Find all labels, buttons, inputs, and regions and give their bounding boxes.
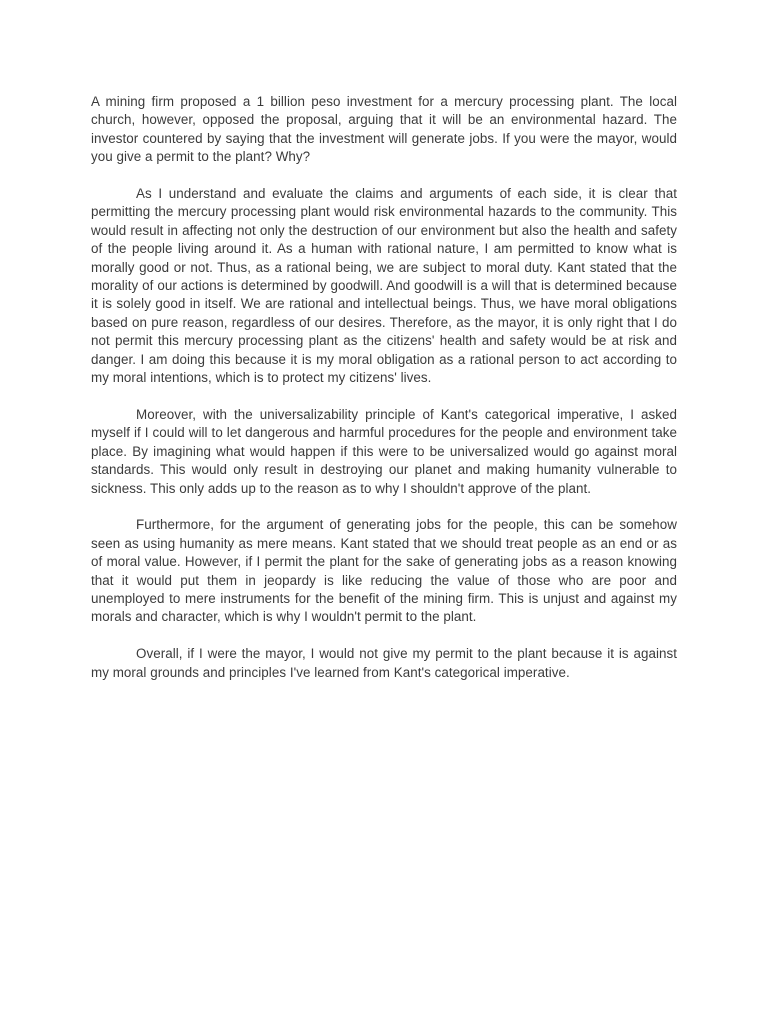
question-paragraph: A mining firm proposed a 1 billion peso investment for a mercury processing plant. The local church, however, opposed the proposal, arguing that it will be an environmental hazard. The investor countered by saying that the investment will generate jobs. If you were the mayor, would you give a permit to the plant? Why?	[91, 94, 677, 165]
conclusion-paragraph: Overall, if I were the mayor, I would not give my permit to the plant because it is against my moral grounds and principles I've learned from Kant's categorical imperative.	[91, 646, 677, 680]
body-paragraph-universalizability: Moreover, with the universalizability principle of Kant's categorical imperative, I asked myself if I could will to let dangerous and harmful procedures for the people and environment take place. By imagining what would happen if this were to be universalized would go against moral standards. This would only result in destroying our planet and making humanity vulnerable to sickness. This only adds up to the reason as to why I shouldn't approve of the plant.	[91, 406, 677, 496]
body-paragraph-goodwill: As I understand and evaluate the claims and arguments of each side, it is clear that permitting the mercury processing plant would risk environmental hazards to the community. This would result in affecting not only the destruction of our environment but also the health and safety of the people living around it. As a human with rational nature, I am permitted to know what is morally good or not. Thus, as a rational being, we are subject to moral duty. Kant stated that the morality of our actions is determined by goodwill. And goodwill is a will that is determined because it is solely good in itself. We are rational and intellectual beings. Thus, we have moral obligations based on pure reason, regardless of our desires. Therefore, as the mayor, it is only right that I do not permit this mercury processing plant as the citizens' health and safety would be at risk and danger. I am doing this because it is my moral obligation as a rational person to act according to my moral intentions, which is to protect my citizens' lives.	[91, 186, 677, 386]
body-paragraph-humanity: Furthermore, for the argument of generating jobs for the people, this can be somehow seen as using humanity as mere means. Kant stated that we should treat people as an end or as of moral value. However, if I permit the plant for the sake of generating jobs as a reason knowing that it would put them in jeopardy is like reducing the value of those who are poor and unemployed to mere instruments for the benefit of the mining firm. This is unjust and against my morals and character, which is why I wouldn't permit to the plant.	[91, 517, 677, 625]
